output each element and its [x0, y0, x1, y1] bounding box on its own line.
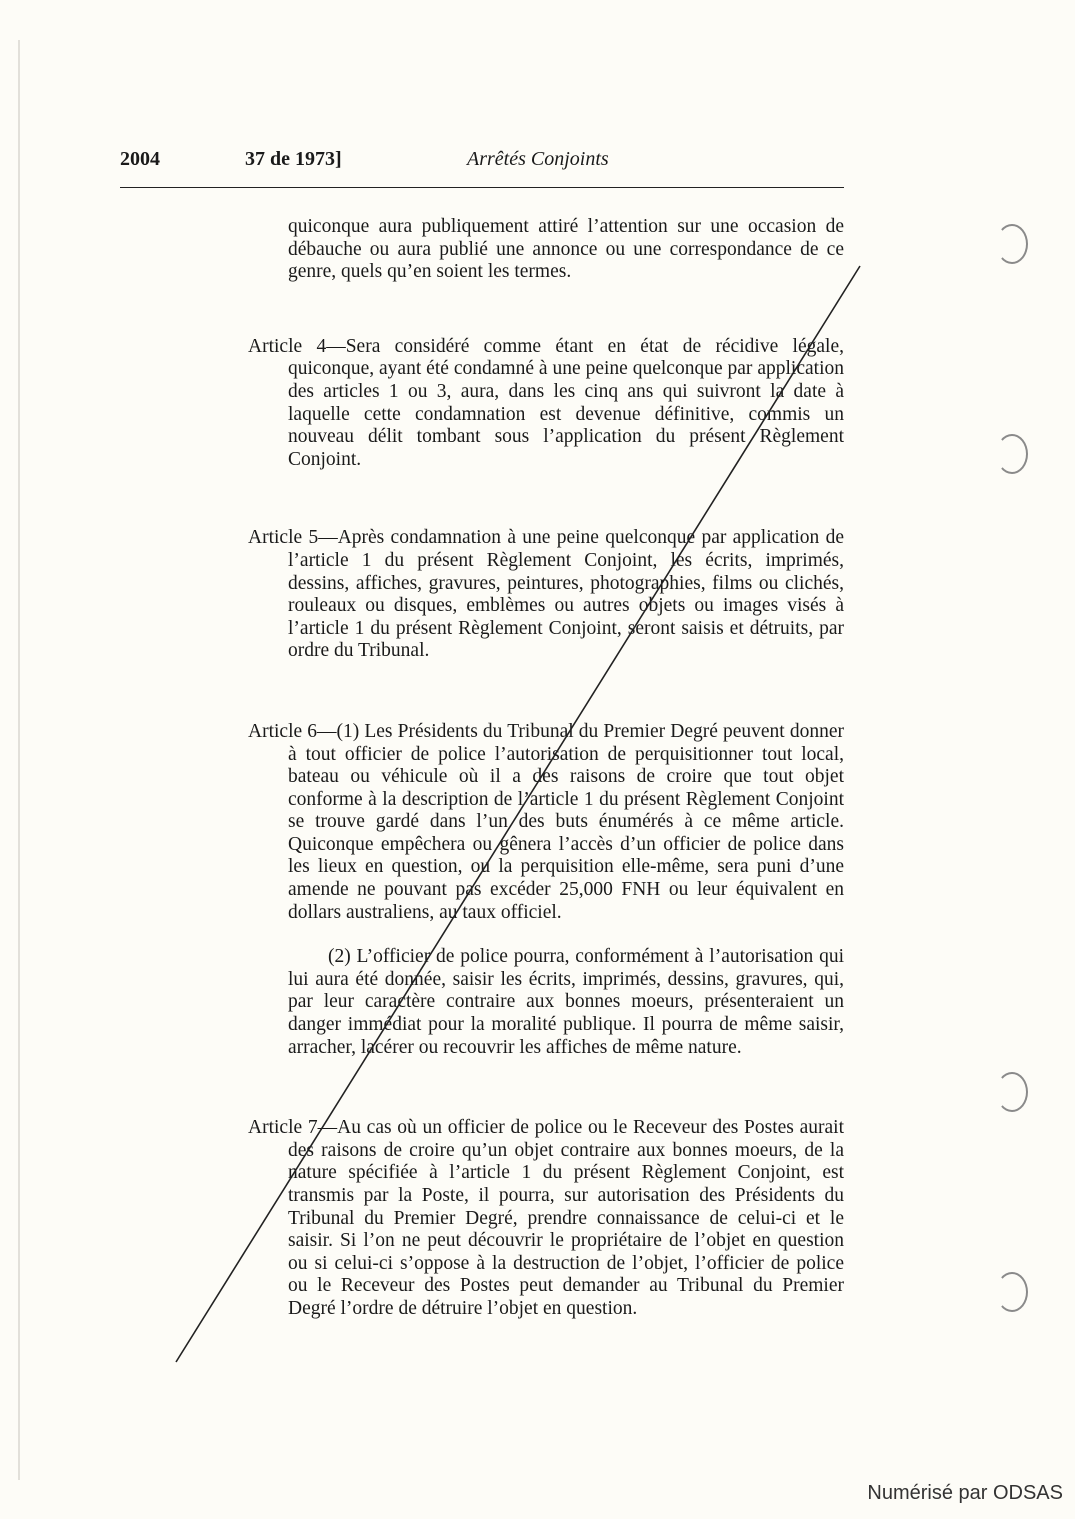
intro-paragraph: quiconque aura publiquement attiré l’attention sur une occasion de débauche ou aura publié une annonce ou une correspondance de ce genre, quels qu’en soient les termes.	[288, 216, 844, 283]
binder-hole-3	[996, 1072, 1028, 1112]
binder-hole-2	[996, 434, 1028, 474]
article-7: Article 7—Au cas où un officier de police ou le Receveur des Postes aurait des raisons de croire qu’un objet contraire aux bonnes moeurs, de la nature spécifiée à l’article 1 du présent Règlement Conjoint, est transmis par la Poste, il pourra, sur autorisation des Présidents du Tribunal du Premier Degré, prendre connaissance de celui-ci et le saisir. Si l’on ne peut découvrir le propriétaire de l’objet en question ou si celui-ci s’oppose à la destruction de l’objet, l’officier de police ou le Receveur des Postes peut demander au Tribunal du Premier Degré l’ordre de détruire l’objet en question.	[248, 1117, 844, 1319]
binder-hole-4	[996, 1272, 1028, 1312]
article-5: Article 5—Après condamnation à une peine quelconque par application de l’article 1 du présent Règlement Conjoint, les écrits, imprimés, dessins, affiches, gravures, peintures, photographies, films ou clichés, rouleaux ou disques, emblèmes ou autres objets ou images visés à l’article 1 du présent Règlement Conjoint, seront saisis et détruits, par ordre du Tribunal.	[248, 527, 844, 662]
running-title: Arrêtés Conjoints	[467, 148, 609, 170]
article-6-paragraph-2: (2) L’officier de police pourra, conformément à l’autorisation qui lui aura été donnée, saisir les écrits, imprimés, dessins, gravures, qui, par leur caractère contraire aux bonnes moeurs, présenteraient un danger immédiat pour la moralité publique. Il pourra de même saisir, arracher, lacérer ou recouvrir les affiches de même nature.	[288, 946, 844, 1058]
law-reference: 37 de 1973]	[245, 148, 342, 170]
article-4: Article 4—Sera considéré comme étant en état de récidive légale, quiconque, ayant été condamné à une peine quelconque par application des articles 1 ou 3, aura, dans les cinq ans qui suivront la date à laquelle cette condamnation est devenue définitive, commis un nouveau délit tombant sous l’application du présent Règlement Conjoint.	[248, 335, 844, 470]
binder-hole-1	[996, 224, 1028, 264]
article-6-paragraph-1: Article 6—(1) Les Présidents du Tribunal du Premier Degré peuvent donner à tout officier de police l’autorisation de perquisitionner tout local, bateau ou véhicule où il a des raisons de croire que tout objet conforme à la description de l’article 1 du présent Règlement Conjoint se trouve gardé dans l’un des buts énumérés à ce même article. Quiconque empêchera ou gênera l’accès d’un officier de police dans les lieux en question, ou la perquisition elle-même, sera puni d’une amende ne pouvant pas excéder 25,000 FNH ou leur équivalent en dollars australiens, au taux officiel.	[248, 720, 844, 923]
page-number: 2004	[120, 148, 160, 170]
digitization-credit: Numérisé par ODSAS	[867, 1482, 1063, 1504]
